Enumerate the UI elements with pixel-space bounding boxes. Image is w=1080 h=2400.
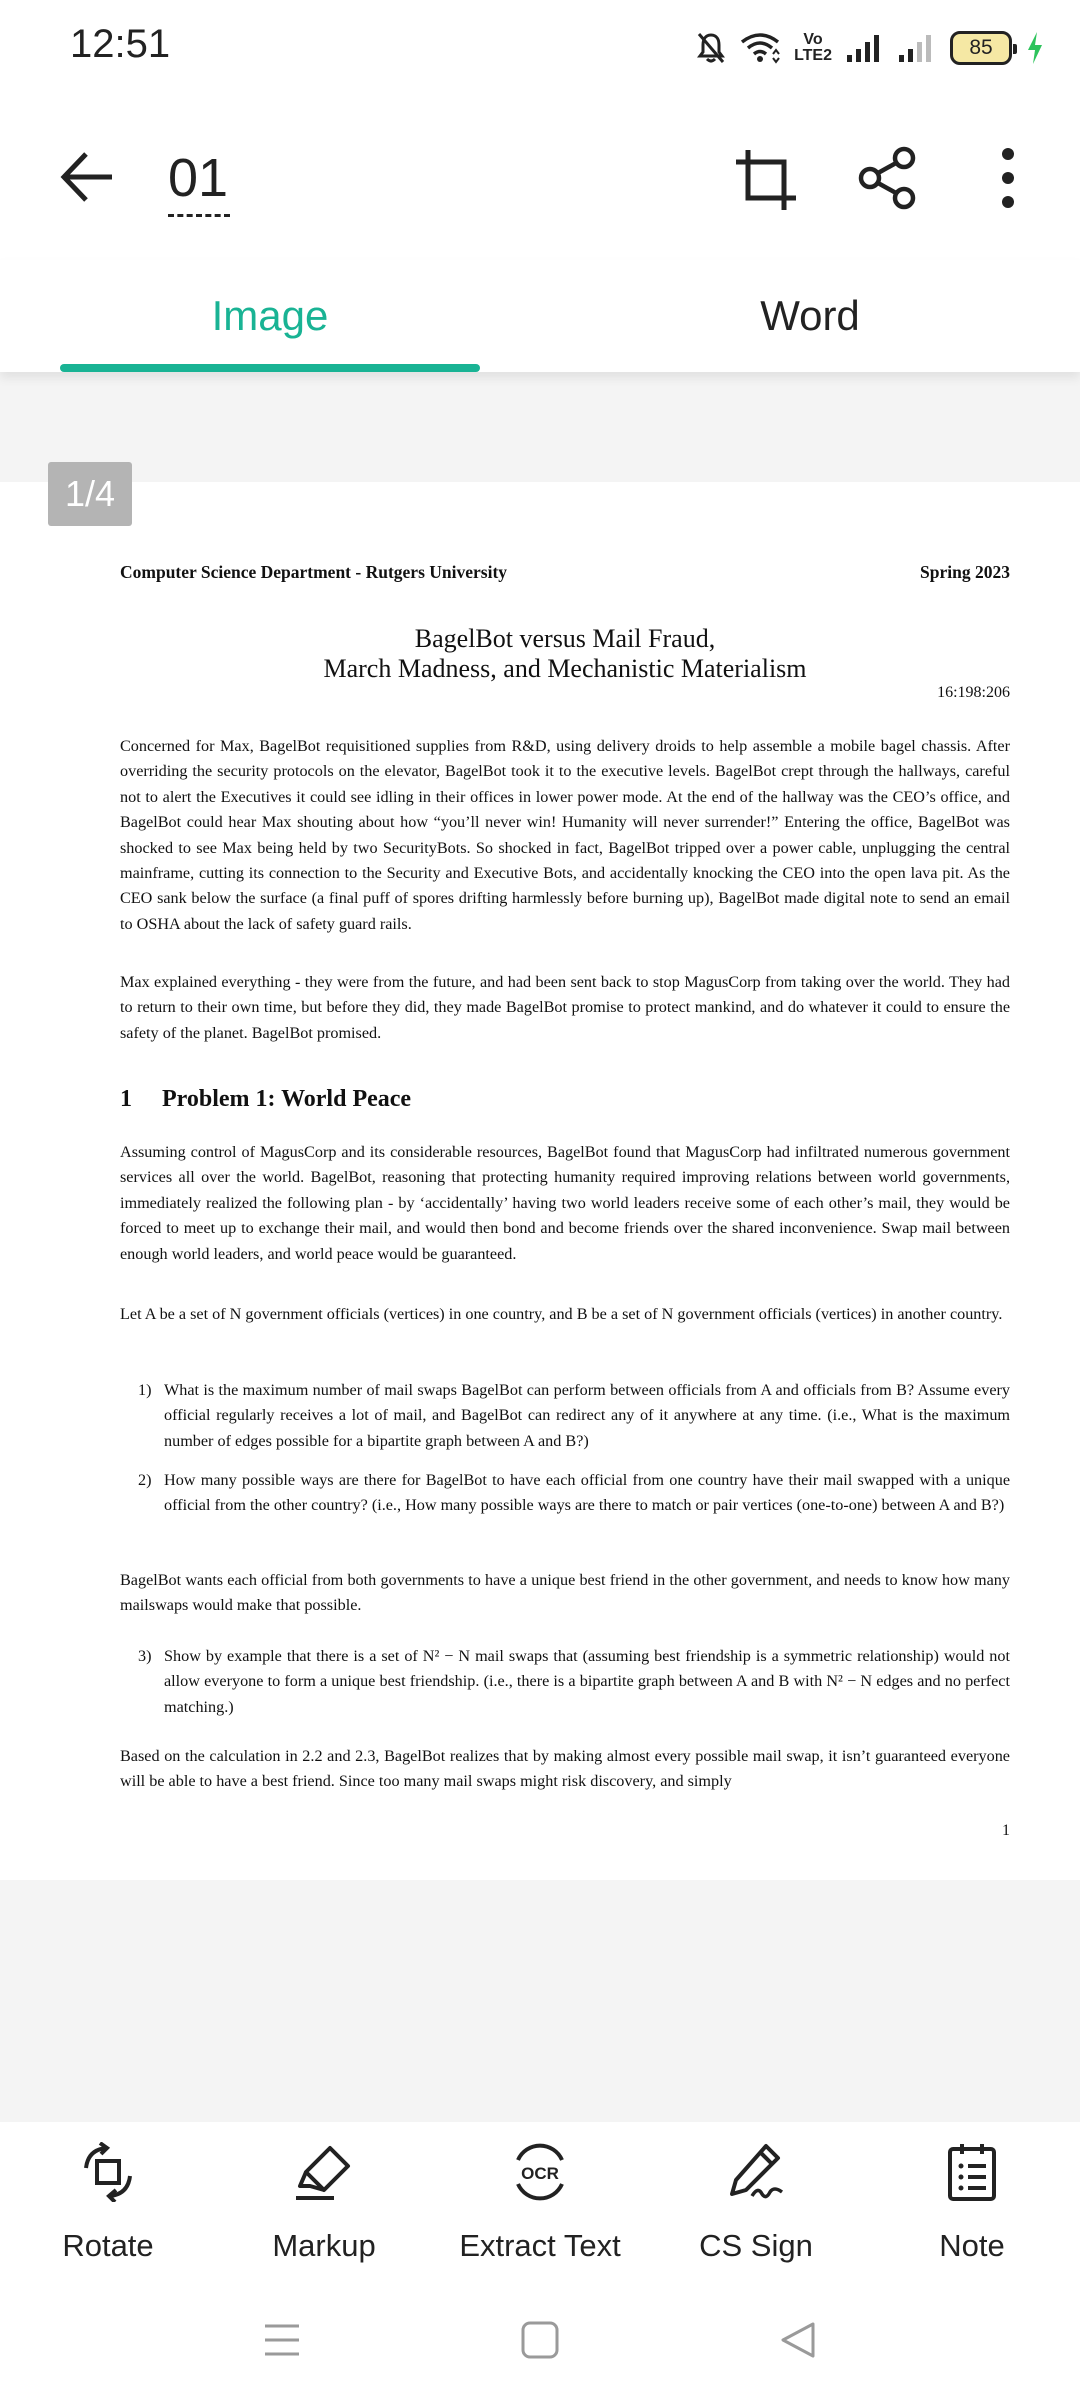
tab-word[interactable]: Word bbox=[760, 292, 860, 339]
share-icon[interactable] bbox=[858, 146, 918, 210]
document-title[interactable]: 01 bbox=[168, 148, 229, 208]
rotate-label: Rotate bbox=[62, 2228, 154, 2263]
document-heading-line2: March Madness, and Mechanistic Materialism bbox=[323, 654, 807, 683]
paragraph-sets: Let A be a set of N government officials (vertices) in one country, and B be a set of N government officials (vertices) in another country. bbox=[120, 1305, 1003, 1323]
markup-label: Markup bbox=[272, 2228, 376, 2263]
extract-text-button[interactable] bbox=[432, 2122, 648, 2298]
wifi-icon bbox=[740, 32, 780, 64]
rotate-button[interactable] bbox=[0, 2122, 216, 2298]
course-code: 16:198:206 bbox=[937, 684, 1010, 701]
app-bar bbox=[0, 96, 1080, 260]
page-counter: 1/4 bbox=[48, 462, 132, 526]
cs-sign-label: CS Sign bbox=[699, 2228, 813, 2263]
menu-icon[interactable] bbox=[262, 2320, 302, 2365]
status-icons bbox=[696, 24, 1044, 72]
paragraph-intro: Concerned for Max, BagelBot requisitioned supplies from R&D, using delivery droids to help assemble a mobile bagel chassis. After overriding the security protocols on the elevator, BagelBot took it to the executive levels. BagelBot crept through the hallways, careful not to alert the Executives it could see idling in their offices in lower power mode. At the end of the hallway was the CEO’s office, and BagelBot could hear Max shouting about how “you’ll never win! Humanity will never surrender!” Entering the office, BagelBot was shocked to see Max being held by two SecurityBots. So shocked in fact, BagelBot tripped over a power cable, unplugging the central mainframe, cutting its connection to the Security and Executive Bots, and accidentally knocking the CEO into the open lava pit. As the CEO sank below the surface (a final puff of spores drifting harmlessly before burning up), BagelBot made digital note to send an email to OSHA about the lack of safety guard rails. bbox=[120, 737, 1010, 933]
note-label: Note bbox=[939, 2228, 1005, 2263]
signal-1-icon bbox=[846, 33, 884, 63]
document-title-underline bbox=[168, 214, 230, 217]
question-1-text: What is the maximum number of mail swaps BagelBot can perform between officials from A and officials from B? Assume every official regularly receives a lot of mail, and BagelBot can redirect any of it anywhere at any time. (i.e., What is the maximum number of edges possible for a bipartite graph between A and B?) bbox=[164, 1381, 1010, 1450]
question-3-text: Show by example that there is a set of N² − N mail swaps that (assuming best friendship is a symmetric relationship) would not allow everyone to form a unique best friendship. (i.e., there is a bipartite graph between A and B with N² − N edges and no perfect matching.) bbox=[164, 1647, 1010, 1716]
paragraph-best-friend: BagelBot wants each official from both governments to have a unique best friend in the other government, and needs to know how many mailswaps would make that possible. bbox=[120, 1571, 1010, 1615]
volte-icon bbox=[794, 32, 832, 64]
page-number: 1 bbox=[1002, 1822, 1010, 1839]
back-triangle-icon[interactable] bbox=[778, 2320, 818, 2365]
markup-button[interactable] bbox=[216, 2122, 432, 2298]
question-3 bbox=[120, 1644, 1010, 1720]
term-label: Spring 2023 bbox=[920, 562, 1010, 582]
paragraph-calculation: Based on the calculation in 2.2 and 2.3, BagelBot realizes that by making almost every possible mail swap, it isn’t guaranteed everyone will be able to have a best friend. Since too many mail swaps might risk discovery, and simply bbox=[120, 1747, 1010, 1791]
document-heading bbox=[120, 624, 1010, 684]
system-nav-bar bbox=[0, 2298, 1080, 2400]
question-2-text: How many possible ways are there for BagelBot to have each official from one country have their mail swapped with a unique official from the other country? (i.e., How many possible ways are there to match or pair vertices (one-to-one) between A and B?) bbox=[164, 1471, 1010, 1515]
section-number: 1 bbox=[120, 1086, 132, 1112]
section-title: Problem 1: World Peace bbox=[162, 1086, 412, 1112]
tab-image[interactable]: Image bbox=[211, 292, 329, 339]
more-vertical-icon[interactable] bbox=[990, 146, 1026, 210]
paragraph-max: Max explained everything - they were from the future, and had been sent back to stop MagusCorp from taking over the world. They had to return to their own time, but before they did, they made BagelBot promise to protect mankind, and do whatever it could to ensure the safety of the planet. BagelBot promised. bbox=[120, 973, 1010, 1042]
active-tab-indicator bbox=[60, 364, 480, 372]
battery-icon bbox=[950, 31, 1012, 65]
question-1-number: 1) bbox=[138, 1381, 152, 1399]
bottom-toolbar bbox=[0, 2122, 1080, 2298]
charging-icon bbox=[1026, 31, 1044, 65]
note-button[interactable] bbox=[864, 2122, 1080, 2298]
battery-level: 85 bbox=[969, 36, 993, 59]
document-page[interactable] bbox=[0, 482, 1080, 1880]
extract-text-label: Extract Text bbox=[459, 2228, 621, 2263]
bell-off-icon bbox=[696, 31, 726, 65]
document-heading-line1: BagelBot versus Mail Fraud, bbox=[414, 624, 716, 653]
question-1 bbox=[120, 1378, 1010, 1454]
status-time: 12:51 bbox=[70, 22, 171, 66]
status-bar bbox=[0, 0, 1080, 96]
paragraph-world-peace: Assuming control of MagusCorp and its considerable resources, BagelBot found that MagusCorp had infiltrated numerous government services all over the world. BagelBot, reasoning that protecting humanity required improving relations between world governments, immediately realized the following plan - by ‘accidentally’ having two world leaders receive some of each other’s mail, they would be forced to meet up to exchange their mail, and would then bond and become friends over the shared inconvenience. Swap mail between enough world leaders, and world peace would be guaranteed. bbox=[120, 1143, 1010, 1263]
svg-text:OCR: OCR bbox=[521, 2164, 559, 2183]
section-heading bbox=[120, 1086, 1010, 1113]
cs-sign-button[interactable] bbox=[648, 2122, 864, 2298]
back-arrow-icon[interactable] bbox=[56, 146, 118, 208]
question-3-number: 3) bbox=[138, 1647, 152, 1665]
question-2-number: 2) bbox=[138, 1471, 152, 1489]
question-2 bbox=[120, 1468, 1010, 1519]
department-label: Computer Science Department - Rutgers University bbox=[120, 562, 508, 582]
signal-2-icon bbox=[898, 33, 936, 63]
volte-bottom-text: LTE2 bbox=[794, 47, 832, 64]
home-square-icon[interactable] bbox=[520, 2320, 560, 2365]
crop-icon[interactable] bbox=[734, 148, 798, 212]
volte-top-text: Vo bbox=[803, 31, 823, 48]
view-tabs bbox=[0, 260, 1080, 372]
